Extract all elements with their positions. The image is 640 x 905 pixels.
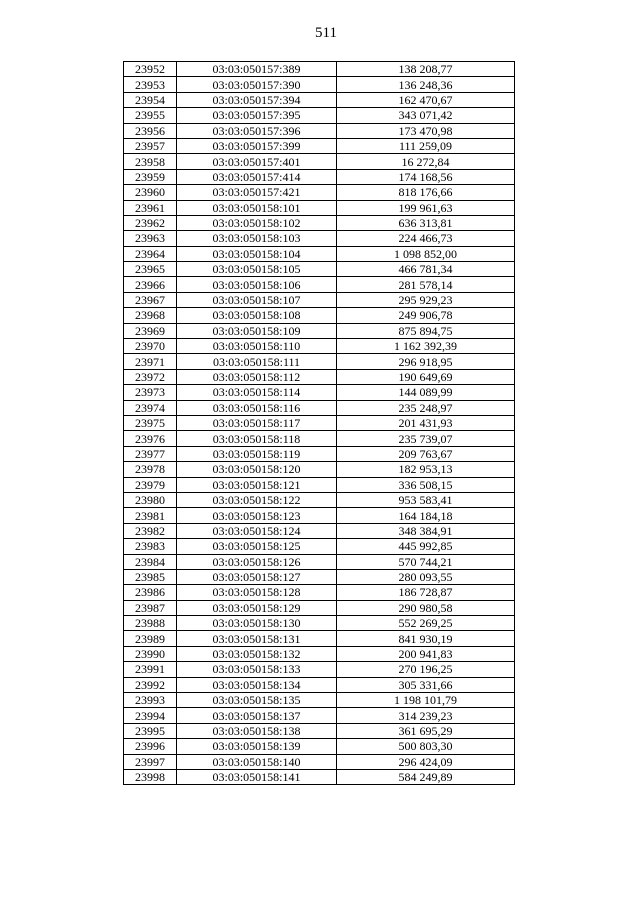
row-number-cell: 23959	[124, 169, 177, 184]
cadastral-number-cell: 03:03:050158:116	[177, 400, 337, 415]
cadastral-value-cell: 235 248,97	[337, 400, 515, 415]
row-number-cell: 23998	[124, 769, 177, 784]
row-number-cell: 23995	[124, 723, 177, 738]
row-number-cell: 23996	[124, 739, 177, 754]
row-number-cell: 23979	[124, 477, 177, 492]
table-row	[124, 462, 515, 477]
table-row	[124, 246, 515, 261]
table-row	[124, 492, 515, 507]
cadastral-number-cell: 03:03:050158:129	[177, 600, 337, 615]
cadastral-number-cell: 03:03:050158:117	[177, 415, 337, 430]
cadastral-number-cell: 03:03:050157:401	[177, 154, 337, 169]
cadastral-number-cell: 03:03:050158:102	[177, 215, 337, 230]
cadastral-value-cell: 348 384,91	[337, 523, 515, 538]
row-number-cell: 23993	[124, 693, 177, 708]
cadastral-value-cell: 636 313,81	[337, 215, 515, 230]
table-row	[124, 569, 515, 584]
row-number-cell: 23971	[124, 354, 177, 369]
cadastral-value-cell: 200 941,83	[337, 646, 515, 661]
cadastral-value-cell: 199 961,63	[337, 200, 515, 215]
table-row	[124, 262, 515, 277]
cadastral-number-cell: 03:03:050157:389	[177, 62, 337, 77]
cadastral-value-cell: 305 331,66	[337, 677, 515, 692]
cadastral-value-cell: 281 578,14	[337, 277, 515, 292]
row-number-cell: 23990	[124, 646, 177, 661]
row-number-cell: 23973	[124, 385, 177, 400]
table-row	[124, 539, 515, 554]
cadastral-number-cell: 03:03:050157:395	[177, 108, 337, 123]
row-number-cell: 23975	[124, 415, 177, 430]
table-row	[124, 693, 515, 708]
table-row	[124, 431, 515, 446]
table-row	[124, 708, 515, 723]
cadastral-number-cell: 03:03:050157:414	[177, 169, 337, 184]
row-number-cell: 23954	[124, 92, 177, 107]
row-number-cell: 23992	[124, 677, 177, 692]
table-row	[124, 185, 515, 200]
table-row	[124, 477, 515, 492]
cadastral-number-cell: 03:03:050158:114	[177, 385, 337, 400]
row-number-cell: 23997	[124, 754, 177, 769]
cadastral-value-cell: 16 272,84	[337, 154, 515, 169]
cadastral-number-cell: 03:03:050158:107	[177, 292, 337, 307]
cadastral-value-table	[123, 61, 515, 785]
table-row	[124, 554, 515, 569]
table-row	[124, 369, 515, 384]
cadastral-number-cell: 03:03:050157:399	[177, 138, 337, 153]
cadastral-value-cell: 336 508,15	[337, 477, 515, 492]
table-row	[124, 677, 515, 692]
table-row	[124, 62, 515, 77]
cadastral-value-cell: 841 930,19	[337, 631, 515, 646]
cadastral-number-cell: 03:03:050158:124	[177, 523, 337, 538]
cadastral-number-cell: 03:03:050158:123	[177, 508, 337, 523]
table-row	[124, 292, 515, 307]
row-number-cell: 23960	[124, 185, 177, 200]
cadastral-value-cell: 209 763,67	[337, 446, 515, 461]
cadastral-number-cell: 03:03:050158:141	[177, 769, 337, 784]
row-number-cell: 23961	[124, 200, 177, 215]
cadastral-number-cell: 03:03:050158:119	[177, 446, 337, 461]
table-row	[124, 123, 515, 138]
cadastral-value-cell: 584 249,89	[337, 769, 515, 784]
cadastral-number-cell: 03:03:050158:125	[177, 539, 337, 554]
cadastral-value-cell: 249 906,78	[337, 308, 515, 323]
cadastral-number-cell: 03:03:050158:104	[177, 246, 337, 261]
table-row	[124, 523, 515, 538]
cadastral-number-cell: 03:03:050158:134	[177, 677, 337, 692]
row-number-cell: 23970	[124, 339, 177, 354]
cadastral-value-cell: 314 239,23	[337, 708, 515, 723]
cadastral-number-cell: 03:03:050158:111	[177, 354, 337, 369]
row-number-cell: 23958	[124, 154, 177, 169]
cadastral-number-cell: 03:03:050158:128	[177, 585, 337, 600]
table-row	[124, 600, 515, 615]
cadastral-value-cell: 280 093,55	[337, 569, 515, 584]
row-number-cell: 23981	[124, 508, 177, 523]
cadastral-value-cell: 1 162 392,39	[337, 339, 515, 354]
cadastral-number-cell: 03:03:050157:396	[177, 123, 337, 138]
cadastral-value-cell: 290 980,58	[337, 600, 515, 615]
cadastral-value-cell: 144 089,99	[337, 385, 515, 400]
cadastral-number-cell: 03:03:050158:135	[177, 693, 337, 708]
cadastral-value-cell: 296 424,09	[337, 754, 515, 769]
cadastral-value-cell: 138 208,77	[337, 62, 515, 77]
cadastral-value-cell: 552 269,25	[337, 616, 515, 631]
cadastral-number-cell: 03:03:050158:120	[177, 462, 337, 477]
cadastral-number-cell: 03:03:050158:118	[177, 431, 337, 446]
cadastral-number-cell: 03:03:050158:138	[177, 723, 337, 738]
table-row	[124, 508, 515, 523]
table-row	[124, 662, 515, 677]
row-number-cell: 23964	[124, 246, 177, 261]
cadastral-value-cell: 162 470,67	[337, 92, 515, 107]
cadastral-value-cell: 164 184,18	[337, 508, 515, 523]
row-number-cell: 23980	[124, 492, 177, 507]
table-row	[124, 323, 515, 338]
table-row	[124, 385, 515, 400]
table-row	[124, 215, 515, 230]
table-row	[124, 108, 515, 123]
cadastral-number-cell: 03:03:050158:103	[177, 231, 337, 246]
row-number-cell: 23991	[124, 662, 177, 677]
cadastral-value-cell: 136 248,36	[337, 77, 515, 92]
row-number-cell: 23955	[124, 108, 177, 123]
cadastral-number-cell: 03:03:050158:126	[177, 554, 337, 569]
table-row	[124, 354, 515, 369]
cadastral-number-cell: 03:03:050158:109	[177, 323, 337, 338]
row-number-cell: 23968	[124, 308, 177, 323]
cadastral-value-cell: 1 098 852,00	[337, 246, 515, 261]
cadastral-value-cell: 500 803,30	[337, 739, 515, 754]
cadastral-value-cell: 173 470,98	[337, 123, 515, 138]
cadastral-value-cell: 295 929,23	[337, 292, 515, 307]
row-number-cell: 23963	[124, 231, 177, 246]
cadastral-number-cell: 03:03:050158:133	[177, 662, 337, 677]
cadastral-value-cell: 953 583,41	[337, 492, 515, 507]
row-number-cell: 23986	[124, 585, 177, 600]
table-row	[124, 400, 515, 415]
row-number-cell: 23983	[124, 539, 177, 554]
cadastral-value-cell: 224 466,73	[337, 231, 515, 246]
table-row	[124, 138, 515, 153]
cadastral-value-cell: 190 649,69	[337, 369, 515, 384]
cadastral-number-cell: 03:03:050158:137	[177, 708, 337, 723]
cadastral-value-cell: 174 168,56	[337, 169, 515, 184]
row-number-cell: 23972	[124, 369, 177, 384]
row-number-cell: 23974	[124, 400, 177, 415]
row-number-cell: 23962	[124, 215, 177, 230]
table-row	[124, 277, 515, 292]
row-number-cell: 23985	[124, 569, 177, 584]
cadastral-value-cell: 201 431,93	[337, 415, 515, 430]
cadastral-number-cell: 03:03:050158:131	[177, 631, 337, 646]
table-row	[124, 308, 515, 323]
cadastral-number-cell: 03:03:050158:101	[177, 200, 337, 215]
cadastral-value-cell: 1 198 101,79	[337, 693, 515, 708]
cadastral-number-cell: 03:03:050158:130	[177, 616, 337, 631]
cadastral-number-cell: 03:03:050158:105	[177, 262, 337, 277]
row-number-cell: 23976	[124, 431, 177, 446]
row-number-cell: 23967	[124, 292, 177, 307]
row-number-cell: 23965	[124, 262, 177, 277]
table-row	[124, 446, 515, 461]
cadastral-number-cell: 03:03:050158:112	[177, 369, 337, 384]
row-number-cell: 23977	[124, 446, 177, 461]
cadastral-value-cell: 343 071,42	[337, 108, 515, 123]
table-row	[124, 154, 515, 169]
cadastral-value-cell: 445 992,85	[337, 539, 515, 554]
table-row	[124, 585, 515, 600]
cadastral-value-cell: 186 728,87	[337, 585, 515, 600]
table-row	[124, 646, 515, 661]
cadastral-number-cell: 03:03:050158:132	[177, 646, 337, 661]
row-number-cell: 23957	[124, 138, 177, 153]
cadastral-number-cell: 03:03:050158:121	[177, 477, 337, 492]
table-row	[124, 77, 515, 92]
table-row	[124, 169, 515, 184]
row-number-cell: 23953	[124, 77, 177, 92]
cadastral-number-cell: 03:03:050157:390	[177, 77, 337, 92]
cadastral-value-cell: 111 259,09	[337, 138, 515, 153]
row-number-cell: 23987	[124, 600, 177, 615]
table-row	[124, 723, 515, 738]
row-number-cell: 23956	[124, 123, 177, 138]
cadastral-number-cell: 03:03:050157:421	[177, 185, 337, 200]
cadastral-value-cell: 818 176,66	[337, 185, 515, 200]
cadastral-value-cell: 296 918,95	[337, 354, 515, 369]
table-row	[124, 92, 515, 107]
cadastral-value-cell: 235 739,07	[337, 431, 515, 446]
row-number-cell: 23984	[124, 554, 177, 569]
table-row	[124, 616, 515, 631]
table-row	[124, 231, 515, 246]
cadastral-value-cell: 182 953,13	[337, 462, 515, 477]
row-number-cell: 23966	[124, 277, 177, 292]
cadastral-number-cell: 03:03:050158:139	[177, 739, 337, 754]
row-number-cell: 23952	[124, 62, 177, 77]
row-number-cell: 23982	[124, 523, 177, 538]
cadastral-number-cell: 03:03:050158:122	[177, 492, 337, 507]
cadastral-number-cell: 03:03:050158:106	[177, 277, 337, 292]
table-row	[124, 415, 515, 430]
cadastral-number-cell: 03:03:050157:394	[177, 92, 337, 107]
table-row	[124, 769, 515, 784]
row-number-cell: 23988	[124, 616, 177, 631]
cadastral-value-cell: 570 744,21	[337, 554, 515, 569]
cadastral-value-cell: 466 781,34	[337, 262, 515, 277]
cadastral-number-cell: 03:03:050158:110	[177, 339, 337, 354]
cadastral-value-cell: 270 196,25	[337, 662, 515, 677]
cadastral-value-cell: 361 695,29	[337, 723, 515, 738]
row-number-cell: 23994	[124, 708, 177, 723]
row-number-cell: 23969	[124, 323, 177, 338]
table-row	[124, 339, 515, 354]
cadastral-number-cell: 03:03:050158:127	[177, 569, 337, 584]
table-body	[124, 62, 515, 785]
table-row	[124, 754, 515, 769]
page-number: 511	[315, 25, 337, 41]
table-row	[124, 739, 515, 754]
cadastral-number-cell: 03:03:050158:140	[177, 754, 337, 769]
cadastral-number-cell: 03:03:050158:108	[177, 308, 337, 323]
cadastral-value-cell: 875 894,75	[337, 323, 515, 338]
table-row	[124, 631, 515, 646]
row-number-cell: 23989	[124, 631, 177, 646]
table-row	[124, 200, 515, 215]
row-number-cell: 23978	[124, 462, 177, 477]
